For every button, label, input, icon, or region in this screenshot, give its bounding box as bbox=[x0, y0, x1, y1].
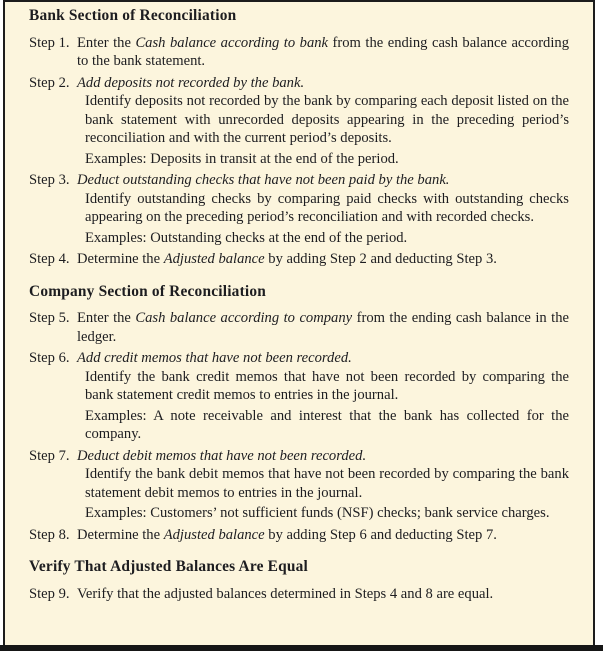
step-lead-run: by adding Step 6 and deducting Step 7. bbox=[264, 526, 497, 543]
step-label: Step 7. bbox=[29, 447, 70, 464]
step-lead-emphasis: Add deposits not recorded by the bank. bbox=[77, 74, 305, 91]
reconciliation-panel bbox=[3, 0, 595, 645]
step-lead-text bbox=[77, 74, 569, 93]
step-lead-run: from the ending cash balance according to the bank statement. bbox=[77, 34, 569, 69]
step-row bbox=[29, 34, 569, 71]
step-lead-text bbox=[77, 34, 569, 71]
step-row bbox=[29, 349, 569, 444]
step-row bbox=[29, 526, 569, 545]
step-lead-run: Verify that the adjusted balances determined in Steps 4 and 8 are equal. bbox=[77, 585, 494, 602]
step-label: Step 6. bbox=[29, 350, 70, 366]
section-heading: Bank Section of Reconciliation bbox=[29, 7, 237, 24]
step-detail-paragraph: Identify the bank debit memos that have not been recorded by comparing the bank statement debit memos to entries in the journal. bbox=[85, 466, 569, 501]
document-section bbox=[29, 7, 569, 269]
document-section bbox=[29, 558, 569, 603]
step-detail-paragraph: Identify outstanding checks by comparing paid checks with outstanding checks appearing on the preceding period’s reconciliation and with recorded checks. bbox=[85, 190, 569, 225]
step-lead-text bbox=[77, 171, 569, 190]
step-lead-emphasis: Deduct debit memos that have not been recorded. bbox=[77, 447, 367, 464]
step-label: Step 5. bbox=[29, 310, 70, 326]
step-row bbox=[29, 309, 569, 346]
step-label: Step 2. bbox=[29, 74, 70, 91]
step-detail-paragraph: Identify deposits not recorded by the bank by comparing each deposit listed on the bank statement with unrecorded deposits appearing in the preceding period’s reconciliation and with the current period’s deposits. bbox=[85, 93, 569, 146]
step-lead-text bbox=[77, 250, 569, 269]
step-lead-text bbox=[77, 349, 569, 368]
step-lead-emphasis: Adjusted balance bbox=[163, 251, 265, 267]
step-detail-paragraph: Identify the bank credit memos that have not been recorded by comparing the bank statement credit memos to entries in the journal. bbox=[85, 368, 569, 403]
step-lead-emphasis: Adjusted balance bbox=[163, 526, 265, 543]
step-label: Step 3. bbox=[29, 172, 70, 188]
section-heading: Verify That Adjusted Balances Are Equal bbox=[29, 558, 309, 575]
step-examples-paragraph: Examples: A note receivable and interest that the bank has collected for the company. bbox=[85, 407, 569, 442]
step-examples-paragraph: Examples: Customers’ not sufficient funds (NSF) checks; bank service charges. bbox=[85, 505, 550, 521]
step-lead-emphasis: Cash balance according to bank bbox=[135, 34, 329, 51]
step-row bbox=[29, 447, 569, 523]
step-row bbox=[29, 585, 569, 604]
step-label: Step 4. bbox=[29, 251, 70, 267]
step-row bbox=[29, 250, 569, 269]
step-lead-emphasis: Deduct outstanding checks that have not been paid by the bank. bbox=[77, 172, 450, 188]
step-row bbox=[29, 171, 569, 247]
step-lead-run: Enter the bbox=[77, 310, 136, 326]
step-lead-emphasis: Add credit memos that have not been recorded. bbox=[77, 350, 352, 366]
step-examples-paragraph: Examples: Outstanding checks at the end of the period. bbox=[85, 229, 408, 246]
step-lead-run: by adding Step 2 and deducting Step 3. bbox=[264, 251, 497, 267]
step-label: Step 9. bbox=[29, 585, 70, 602]
step-label: Step 8. bbox=[29, 526, 70, 543]
step-label: Step 1. bbox=[29, 34, 70, 51]
step-lead-run: Determine the bbox=[77, 251, 164, 267]
step-row bbox=[29, 74, 569, 169]
step-lead-emphasis: Cash balance according to company bbox=[135, 310, 353, 326]
step-lead-text bbox=[77, 447, 569, 466]
step-lead-run: from the ending cash balance in the ledger. bbox=[77, 310, 569, 345]
step-lead-run: Determine the bbox=[77, 526, 164, 543]
step-lead-text bbox=[77, 309, 569, 346]
section-heading: Company Section of Reconciliation bbox=[29, 282, 267, 300]
bottom-rule-bar bbox=[0, 645, 603, 651]
step-lead-text bbox=[77, 585, 569, 604]
step-lead-text bbox=[77, 526, 569, 545]
step-examples-paragraph: Examples: Deposits in transit at the end of the period. bbox=[85, 150, 399, 167]
step-lead-run: Enter the bbox=[77, 34, 136, 51]
document-section bbox=[29, 283, 569, 545]
